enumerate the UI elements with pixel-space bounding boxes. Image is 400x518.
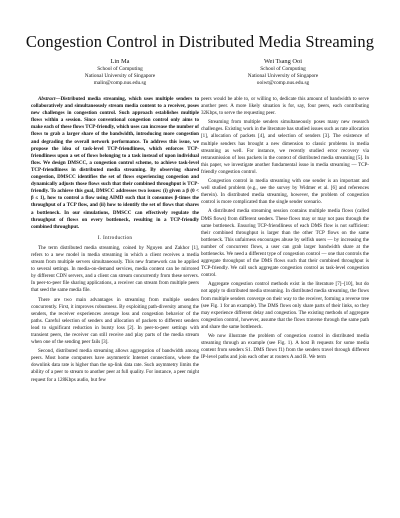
body-paragraph: Aggregate congestion control methods exist in the literature [7]–[10], but do not apply to distributed media streaming. In distributed media streaming, the flows from multiple senders converge on their way to the receiver, forming a reverse tree (see Fig. 1 for an example). The DMS flows only share parts of their links, so they may experience different delay and congestion. The existing methods of aggregate congestion control, however, assume that the flows traverse through the same path and share the same bottleneck. <box>201 281 369 330</box>
body-paragraph: There are two main advantages in streaming from multiple senders concurrently. First, it improves robustness. By exploiting path-diversity among the senders, the receiver experiences average loss and congestion behavior of the paths. Careful selection of senders and allocation of packets to different senders lead to significant reduction in bursty loss [2]. In peer-to-peer settings with transient peers, the receiver can still receive and play parts of the media stream when one of the sending peer fails [3]. <box>31 296 199 346</box>
left-column <box>31 96 199 386</box>
body-paragraph: Congestion control in media streaming with one sender is an important and well studied problem (e.g., see the survey by Widmer et al. [6] and references therein). In distributed media streaming, however, the problem of congestion control is more complicated than the single sender scenario. <box>201 178 369 206</box>
author-email: ooiwt@comp.nus.edu.sg <box>256 80 310 87</box>
author-email: malin@comp.nus.edu.sg <box>93 80 147 87</box>
author-affiliation: School of Computing <box>260 66 306 72</box>
author-name: Wei Tsang Ooi <box>264 58 302 65</box>
body-paragraph: A distributed media streaming session contains multiple media flows (called DMS flows) from different senders. These flows may or may not pass through the same bottleneck. Ensuring TCP-friendliness of each DMS flow is not sufficient: their combined throughput is larger than the other TCP flows on the same bottleneck. This unfairness encourages abuse by selfish users — by increasing the number of concurrent flows, a user can grab larger bandwidth share at the bottlenecks. We need a different type of congestion control — one that controls the aggregate throughput of the DMS flows such that their combined throughput is TCP-friendly. We call such aggregate congestion control as task-level congestion control. <box>201 208 369 279</box>
author-affiliation: School of Computing <box>97 66 143 72</box>
right-column <box>201 96 369 363</box>
section-heading: I. Introduction <box>97 234 133 241</box>
author-block-2 <box>198 58 368 88</box>
body-paragraph: Streaming from multiple senders simultaneously poses many new research challenges. Existing work in the literature has studied issues such as rate allocation [1], allocation of packets [4], and selection of senders [3]. The existence of multiple senders has brought a new dimension to classic problems in media streaming as well. For instance, we recently studied error recovery via retransmission of loss packets in the context of distributed media streaming [5]. In this paper, we investigate another fundamental issue in media streaming — TCP-friendly congestion control. <box>201 119 369 175</box>
author-institution: National University of Singapore <box>84 73 156 80</box>
author-name: Lin Ma <box>110 58 130 65</box>
body-paragraph: The term distributed media streaming, coined by Nguyen and Zakhor [1], refers to a new model in media streaming in which a client receives a media stream from multiple servers simultaneously. This new framework can be applied to several settings. In media-on-demand services, media content can be mirrored by different CDN servers, and a client can stream concurrently from these servers. In peer-to-peer file sharing applications, a receiver can stream from multiple peers that seed the same media file. <box>31 244 199 294</box>
author-institution: National University of Singapore <box>247 73 319 80</box>
author-block-1 <box>35 58 205 88</box>
body-paragraph: peers would be able to, or willing to, dedicate this amount of bandwidth to serve another peer. A more likely situation is for, say, four peers, each contributing 32Kbps, to serve the requesting peer. <box>201 96 369 117</box>
paper-title: Congestion Control in Distributed Media Streaming <box>25 32 375 51</box>
abstract-label: Abstract— <box>38 96 61 102</box>
abstract-text: Distributed media streaming, which uses multiple senders to collaboratively and simultaneously stream media content to a receiver, poses new challenges in congestion control. Such approach establishes multiple flows within a session. Since conventional congestion control only aims to make each of these flows TCP-friendly, which uses can increase the number of flows to grab a larger share of the bandwidth, introducing more congestion and degrading the overall network performance. To address this issue, we propose the idea of task-level TCP-friendliness, which enforces TCP-friendliness upon a set of flows belonging to a task instead of upon individual flow. We design DMSCC, a congestion control scheme, to achieve task-level TCP-friendliness in distributed media streaming. By observing shared congestion, DMSCC identifies the set of flows experiencing congestion and dynamically adjusts those flows such that their combined throughput is TCP-friendly. To achieve this goal, DMSCC addresses two issues: (i) given a β (0 < β ≤ 1), how to control a flow using AIMD such that it consumes β-times the throughput of a TCP flow, and (ii) how to identify the set of flows that shares a bottleneck. In our simulations, DMSCC can effectively regulate the throughput of flows on every bottleneck, resulting in a TCP-friendly combined throughput. <box>31 96 199 230</box>
abstract <box>31 96 199 231</box>
body-paragraph: Second, distributed media streaming allows aggregation of bandwidth among peers. Most home computers have asymmetric Internet connections, where the downlink data rate is higher than the up-link data rate. Such asymmetry limits the ability of a peer to stream to another peer at full quality. For instance, a peer might request for a 128Kbps audio, but few <box>31 348 199 383</box>
body-paragraph: We now illustrate the problem of congestion control in distributed media streaming through an example (see Fig. 1). A host B requests for some media content from senders S1. DMS flows f1) from the senders travel through different IP-level paths and join each other at routers A and B. We term <box>201 333 369 361</box>
